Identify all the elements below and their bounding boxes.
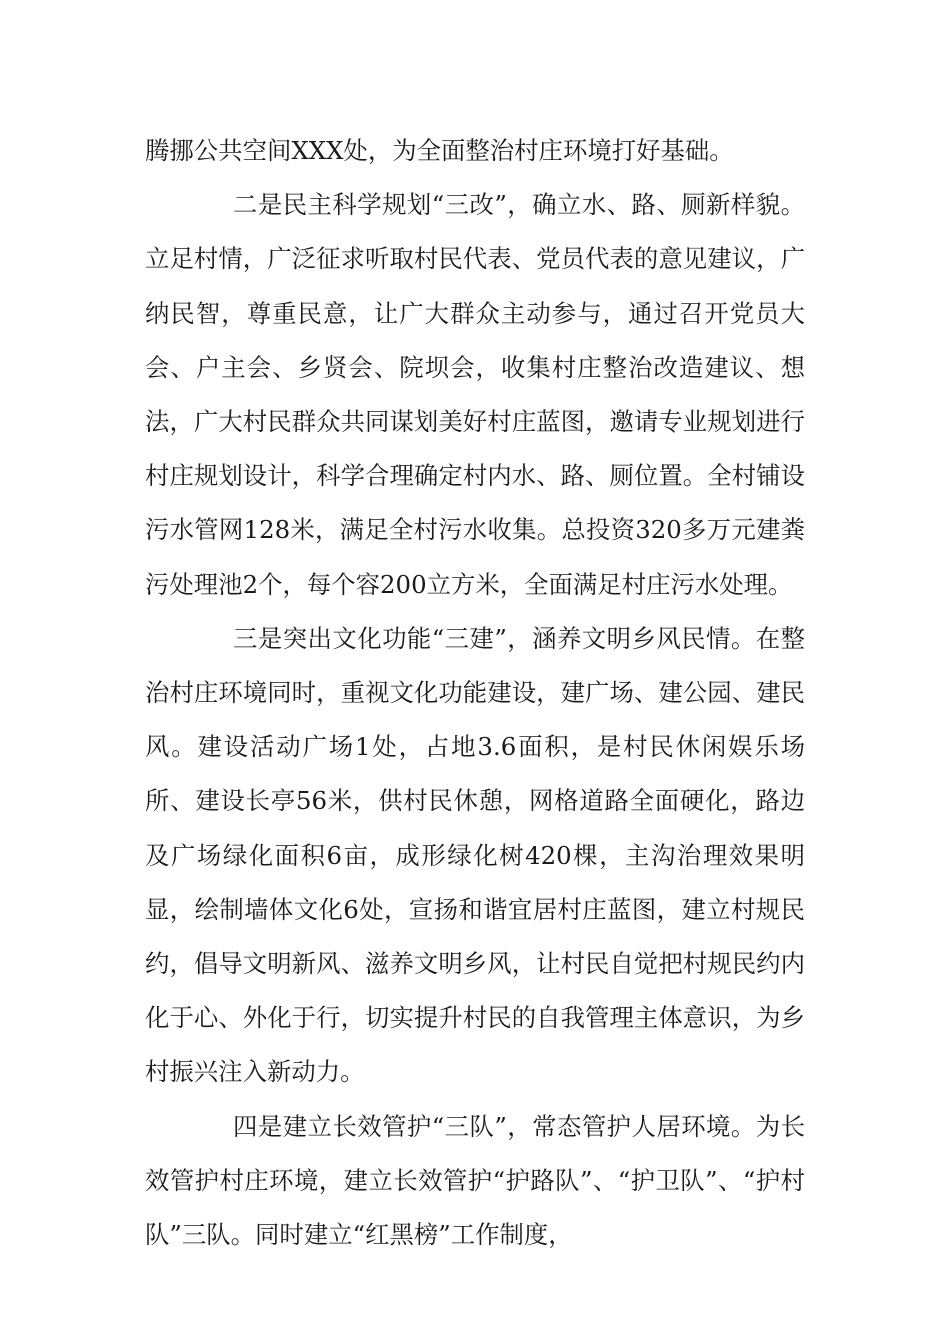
paragraph-three-teams: 四是建立长效管护“三队”，常态管护人居环境。为长效管护村庄环境，建立长效管护“护路队”、“护卫队”、“护村队”三队。同时建立“红黑榜”工作制度， — [145, 1111, 805, 1250]
paragraph-continuation: 腾挪公共空间XXX处，为全面整治村庄环境打好基础。 — [145, 136, 734, 165]
paragraph-three-constructions: 三是突出文化功能“三建”，涵养文明乡风民情。在整治村庄环境同时，重视文化功能建设，建广场、建公园、建民风。建设活动广场1处，占地3.6面积，是村民休闲娱乐场所、建设长亭56米，供村民休憩，网格道路全面硬化，路边及广场绿化面积6亩，成形绿化树420棵，主沟治理效果明显，绘制墙体文化6处，宣扬和谐宜居村庄蓝图，建立村规民约，倡导文明新风、滋养文明乡风，让村民自觉把村规民约内化于心、外化于行，切实提升村民的自我管理主体意识，为乡村振兴注入新动力。 — [145, 623, 805, 1087]
document-body — [145, 124, 805, 1262]
paragraph-three-reforms: 二是民主科学规划“三改”，确立水、路、厕新样貌。立足村情，广泛征求听取村民代表、党员代表的意见建议，广纳民智，尊重民意，让广大群众主动参与，通过召开党员大会、户主会、乡贤会、院坝会，收集村庄整治改造建议、想法，广大村民群众共同谋划美好村庄蓝图，邀请专业规划进行村庄规划设计，科学合理确定村内水、路、厕位置。全村铺设污水管网128米，满足全村污水收集。总投资320多万元建粪污处理池2个，每个容200立方米，全面满足村庄污水处理。 — [145, 190, 805, 599]
